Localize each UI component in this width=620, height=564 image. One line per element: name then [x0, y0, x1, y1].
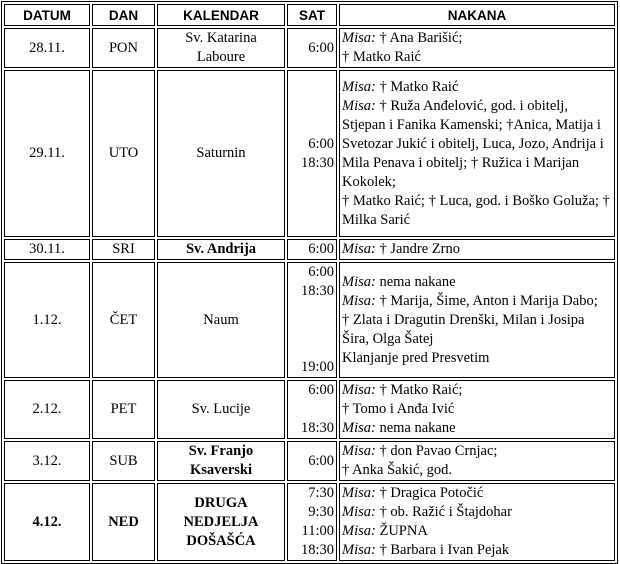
- misa-label: Misa:: [342, 443, 376, 459]
- dan-cell: PET: [92, 380, 155, 439]
- nakana-line: [342, 349, 612, 368]
- sat-cell: [287, 380, 337, 439]
- nakana-text: † Matko Raić: [375, 78, 459, 95]
- table-row: [4, 70, 615, 237]
- nakana-text: † Jandre Zrno: [375, 241, 460, 257]
- nakana-line: [342, 97, 612, 192]
- nakana-line: [342, 461, 612, 480]
- table-row: [4, 380, 615, 439]
- dan-cell: PON: [92, 28, 155, 68]
- datum-cell: 29.11.: [4, 70, 90, 237]
- kalendar-cell: DRUGA NEDJELJA DOŠAŠĆA: [157, 483, 285, 561]
- mass-schedule-table: [1, 1, 618, 564]
- datum-cell: 2.12.: [4, 380, 90, 439]
- table-row: [4, 483, 615, 561]
- header-kalendar: KALENDAR: [157, 4, 285, 26]
- misa-label: Misa:: [342, 78, 376, 95]
- datum-cell: 1.12.: [4, 262, 90, 378]
- nakana-line: [342, 419, 612, 438]
- dan-cell: NED: [92, 483, 155, 561]
- table-row: [4, 262, 615, 378]
- header-datum: DATUM: [4, 4, 90, 26]
- nakana-text: † Dragica Potočić: [375, 485, 484, 501]
- nakana-line: [342, 522, 612, 541]
- nakana-line: [342, 381, 612, 400]
- sat-cell: [287, 262, 337, 378]
- nakana-line: [342, 29, 612, 48]
- nakana-text: † Ruža Anđelović, god. i obitelj, Stjepan i Fanika Kamenski; †Anica, Matija i Svetozar Jukić i obitelj, Luca, Jozo, Andrija i Mila Penava i obitelj; † Ružica i Marijan Kokolek;: [342, 97, 604, 190]
- nakana-text: † Tomo i Anđa Ivić: [342, 401, 455, 417]
- nakana-line: [342, 400, 612, 419]
- misa-label: Misa:: [342, 382, 376, 398]
- time: 19:00: [300, 359, 334, 375]
- nakana-text: † Zlata i Dragutin Drenški, Milan i Josipa Šira, Olga Šatej: [342, 311, 585, 347]
- nakana-line: [342, 311, 612, 349]
- nakana-line: [342, 240, 612, 259]
- time: 6:00: [308, 241, 334, 257]
- datum-cell: 3.12.: [4, 441, 90, 481]
- kalendar-cell: Sv. Andrija: [157, 239, 285, 260]
- misa-label: Misa:: [342, 30, 376, 46]
- kalendar-cell: Saturnin: [157, 70, 285, 237]
- sat-cell: [287, 239, 337, 260]
- time: 9:30: [308, 504, 334, 520]
- dan-cell: SRI: [92, 239, 155, 260]
- nakana-line: [342, 48, 612, 67]
- sat-cell: [287, 483, 337, 561]
- misa-label: Misa:: [342, 273, 376, 290]
- misa-label: Misa:: [342, 420, 376, 436]
- time: 11:00: [301, 523, 334, 539]
- datum-cell: 4.12.: [4, 483, 90, 561]
- time: 18:30: [300, 154, 334, 171]
- nakana-cell: [339, 70, 615, 237]
- time: 7:30: [308, 485, 334, 501]
- nakana-cell: [339, 262, 615, 378]
- nakana-text: † Anka Šakić, god.: [342, 462, 452, 478]
- misa-label: Misa:: [342, 485, 376, 501]
- nakana-text: † Ana Barišić;: [375, 30, 463, 46]
- dan-cell: UTO: [92, 70, 155, 237]
- misa-label: Misa:: [342, 292, 376, 309]
- nakana-cell: [339, 441, 615, 481]
- time: 6:00: [308, 135, 334, 152]
- nakana-text: † Matko Raić;: [375, 382, 463, 398]
- nakana-line: [342, 78, 612, 97]
- header-row: [4, 4, 615, 26]
- header-dan: DAN: [92, 4, 155, 26]
- nakana-text: † Barbara i Ivan Pejak: [375, 542, 510, 558]
- time: 6:00: [308, 264, 334, 280]
- misa-label: Misa:: [342, 504, 376, 520]
- misa-label: Misa:: [342, 241, 376, 257]
- nakana-line: [342, 273, 612, 292]
- nakana-text: Klanjanje pred Presvetim: [342, 349, 490, 366]
- kalendar-cell: Sv. Lucije: [157, 380, 285, 439]
- nakana-cell: [339, 483, 615, 561]
- kalendar-cell: Sv. Franjo Ksaverski: [157, 441, 285, 481]
- nakana-text: † Matko Raić; † Luca, god. i Boško Goluža; † Milka Sarić: [342, 192, 610, 228]
- nakana-cell: [339, 380, 615, 439]
- time: 18:30: [300, 283, 334, 299]
- sat-cell: [287, 28, 337, 68]
- sat-cell: [287, 70, 337, 237]
- misa-label: Misa:: [342, 542, 376, 558]
- table-row: [4, 441, 615, 481]
- time: 18:30: [300, 420, 334, 436]
- header-sat: SAT: [287, 4, 337, 26]
- nakana-line: [342, 484, 612, 503]
- sat-cell: [287, 441, 337, 481]
- nakana-text: † Matko Raić: [342, 49, 421, 65]
- dan-cell: ČET: [92, 262, 155, 378]
- nakana-line: [342, 192, 612, 230]
- header-nakana: NAKANA: [339, 4, 615, 26]
- kalendar-cell: Naum: [157, 262, 285, 378]
- dan-cell: SUB: [92, 441, 155, 481]
- nakana-text: † don Pavao Crnjac;: [375, 443, 498, 459]
- time: 6:00: [308, 382, 334, 398]
- time: 6:00: [308, 39, 334, 56]
- nakana-text: † ob. Ražić i Štajdohar: [375, 504, 512, 520]
- nakana-cell: [339, 28, 615, 68]
- datum-cell: 28.11.: [4, 28, 90, 68]
- nakana-line: [342, 503, 612, 522]
- time: 18:30: [300, 542, 334, 558]
- misa-label: Misa:: [342, 523, 376, 539]
- nakana-text: † Marija, Šime, Anton i Marija Dabo;: [375, 292, 598, 309]
- datum-cell: 30.11.: [4, 239, 90, 260]
- nakana-line: [342, 442, 612, 461]
- nakana-text: nema nakane: [375, 420, 456, 436]
- nakana-text: nema nakane: [375, 273, 456, 290]
- time: 6:00: [308, 452, 334, 469]
- table-row: [4, 28, 615, 68]
- table-row: [4, 239, 615, 260]
- misa-label: Misa:: [342, 97, 376, 114]
- kalendar-cell: Sv. Katarina Laboure: [157, 28, 285, 68]
- nakana-line: [342, 292, 612, 311]
- nakana-cell: [339, 239, 615, 260]
- nakana-text: ŽUPNA: [375, 523, 428, 539]
